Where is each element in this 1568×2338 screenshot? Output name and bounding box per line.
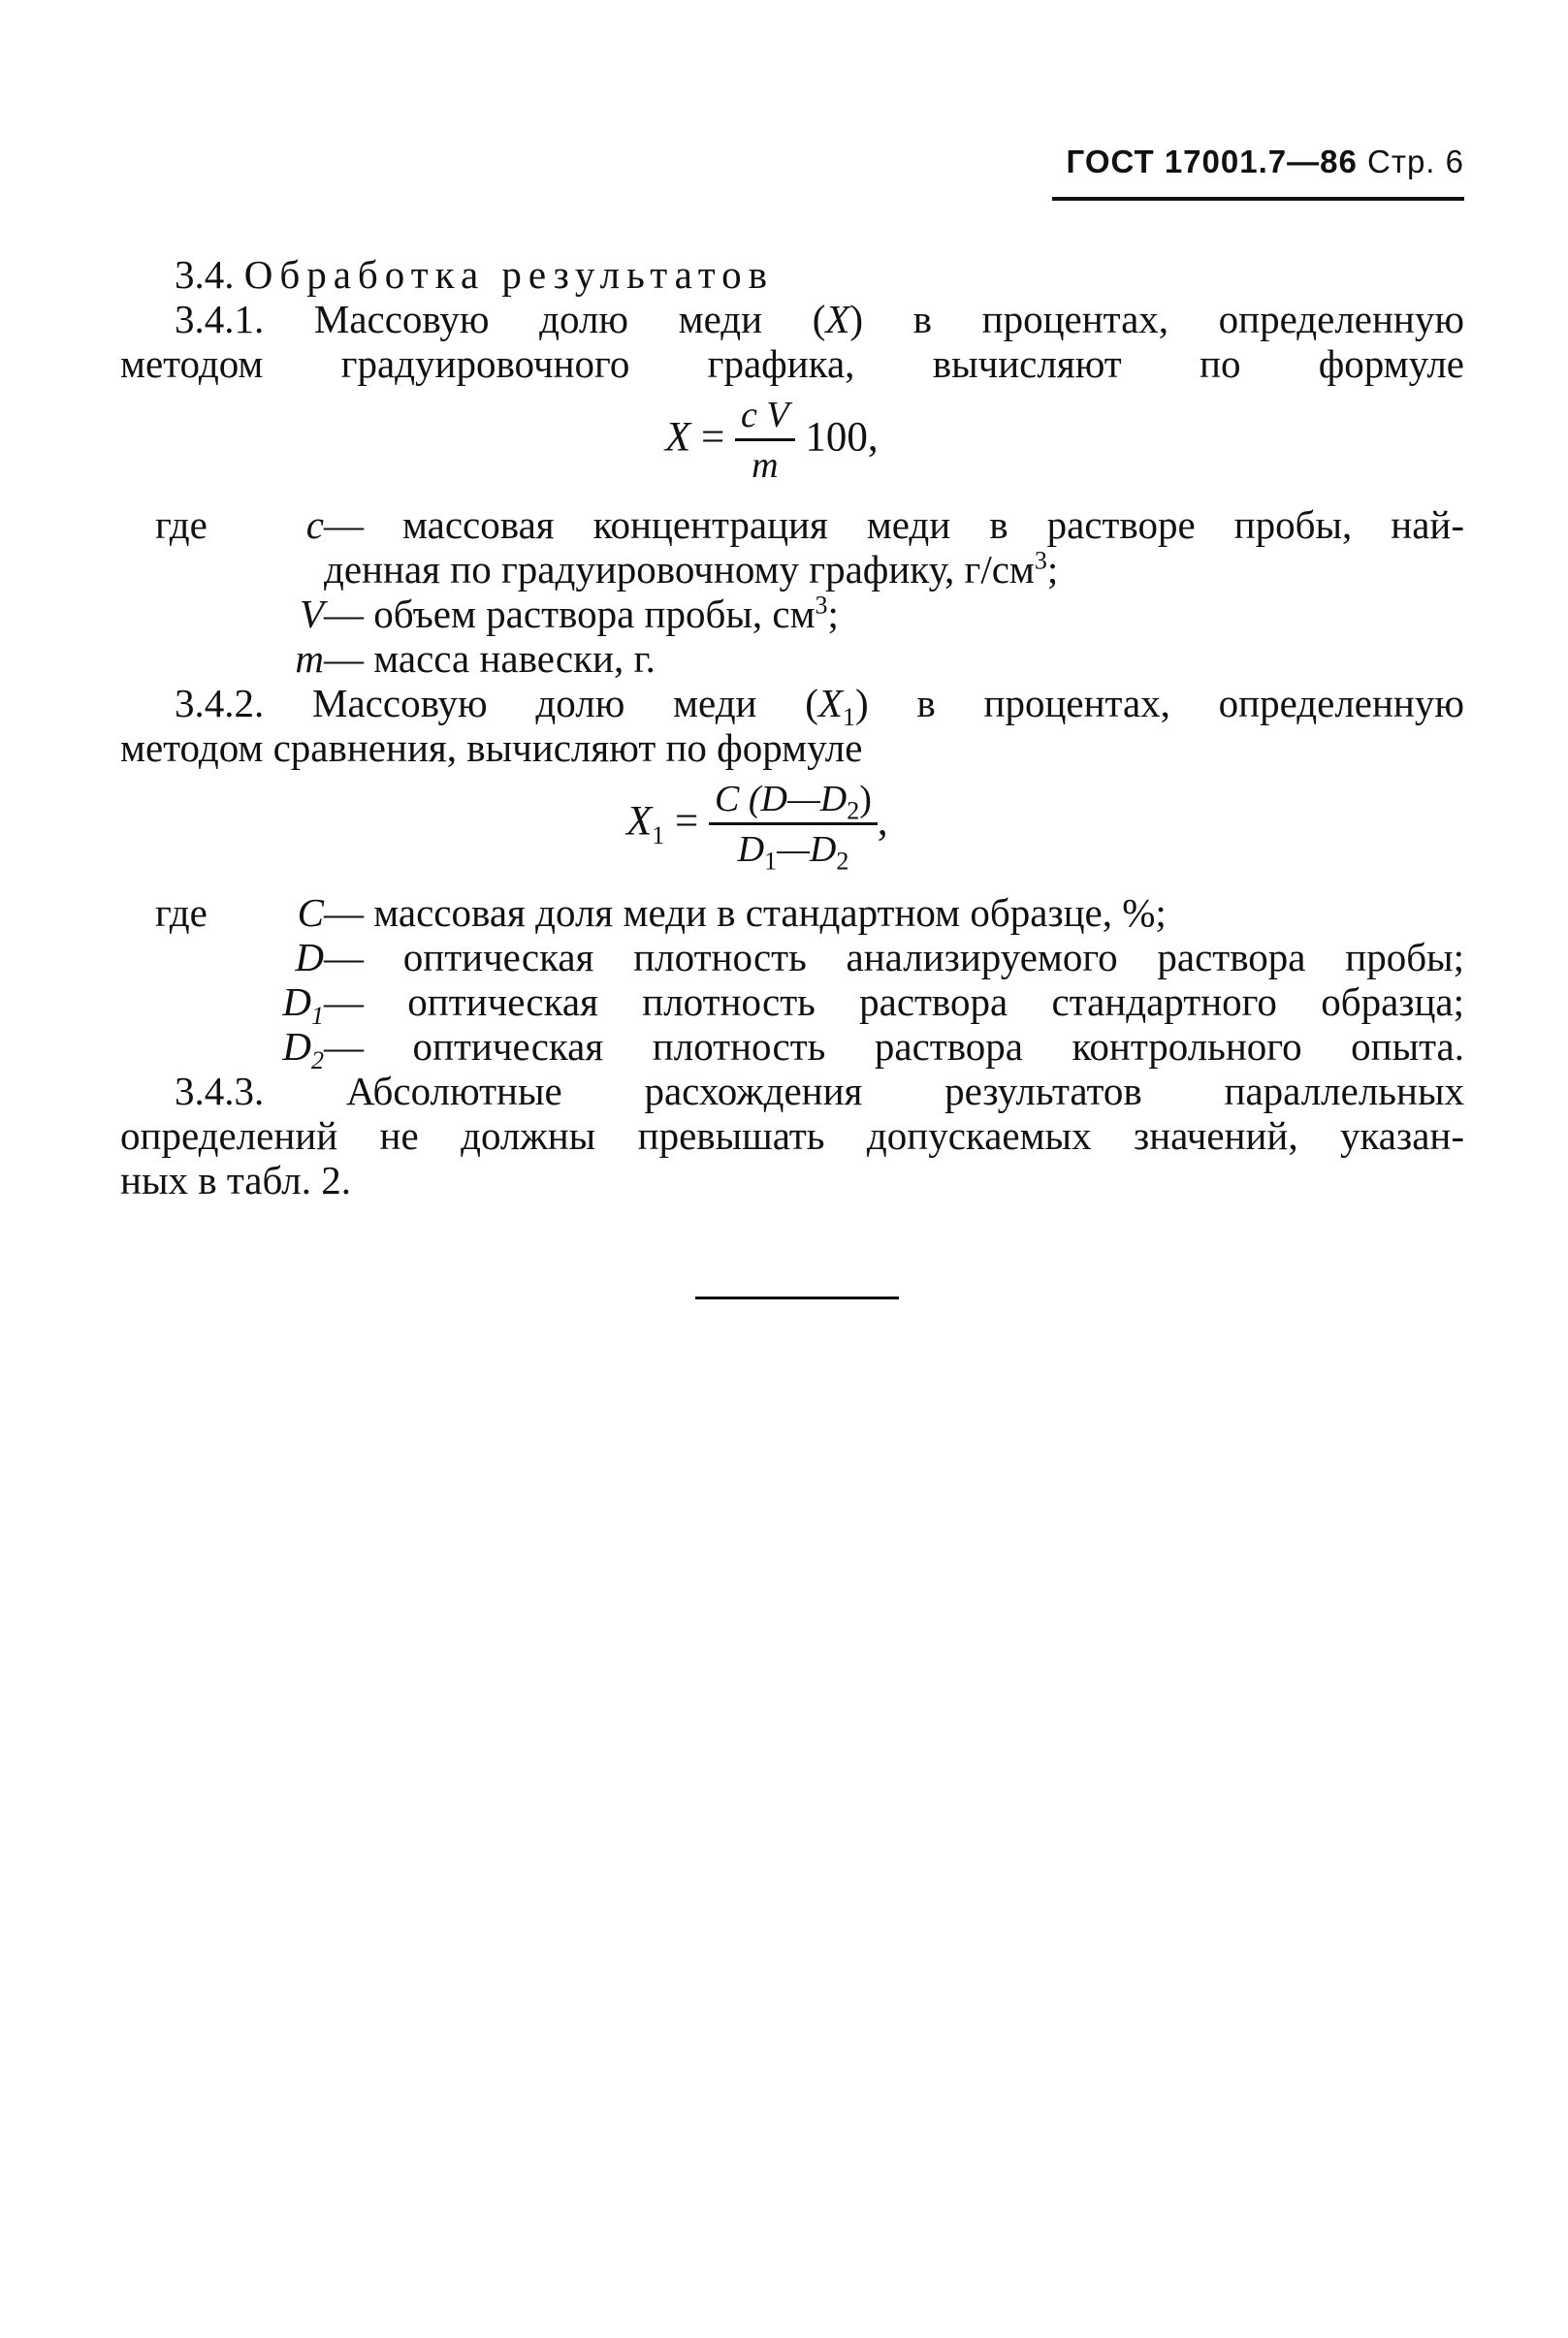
definition-c	[0, 502, 1568, 547]
page-number: Стр. 6	[1367, 144, 1464, 179]
formula-1-fraction	[735, 392, 795, 490]
definition-lead: где	[155, 890, 208, 935]
definition-c-continuation: денная по градуировочному графику, $г/см^3$;	[324, 546, 1059, 592]
paragraph-3-4-3-line-3: ных в табл. 2.	[120, 1158, 352, 1202]
header-text	[1067, 144, 1464, 180]
formula-2-fraction	[709, 776, 878, 874]
header-rule	[1052, 197, 1464, 201]
definition-lead: где	[155, 502, 208, 547]
section-heading	[175, 252, 774, 297]
definition-D	[0, 935, 1568, 979]
definition-text: — оптическая плотность раствора стандартного образца;	[324, 979, 1464, 1024]
formula-1-factor: 100,	[805, 414, 879, 461]
paragraph-3-4-3-line-1: 3.4.3. Абсолютные расхождения результатов параллельных	[175, 1069, 1464, 1113]
formula-2: $X_1$ = $\frac{C (D—D_2)}{D_1—D_2}$ ,	[626, 776, 888, 874]
paragraph-3-4-3-line-2: определений не должны превышать допускаемых значений, указан-	[120, 1113, 1464, 1158]
formula-2-denominator: $D_1—D_2$	[737, 829, 849, 876]
definition-symbol: V	[299, 592, 324, 636]
definition-symbol: m	[295, 636, 324, 681]
definition-m	[0, 636, 1568, 681]
section-title: Обработка результатов	[243, 252, 775, 297]
formula-1-lhs: X	[665, 414, 691, 461]
formula-1-numerator: c V	[735, 392, 795, 441]
definition-text: — массовая доля меди в стандартном образце, %;	[324, 890, 1167, 935]
definition-symbol: D	[295, 935, 324, 979]
paragraph-3-4-1-line-1: 3.4.1. Массовую долю меди (X) в процентах, определенную	[175, 297, 1465, 341]
definition-text: — объем раствора пробы, $см^3$;	[324, 591, 839, 636]
formula-2-numerator: C $(D—D_2)$	[709, 776, 878, 825]
formula-1: X = $\frac{\text{c V}}{m}$ 100,	[665, 392, 879, 490]
definition-text: — масса навески, г.	[324, 636, 656, 681]
definition-text: — оптическая плотность раствора контрольного опыта.	[324, 1024, 1464, 1069]
paragraph-3-4-2-line-2: методом сравнения, вычисляют по формуле	[120, 725, 863, 770]
standard-number: ГОСТ 17001.7—86	[1066, 144, 1358, 179]
definition-C	[0, 890, 1568, 935]
definition-v	[0, 592, 1568, 636]
section-number: 3.4.	[175, 252, 235, 297]
end-of-text-rule	[695, 1297, 899, 1299]
definition-symbol: $D_1$	[282, 979, 324, 1031]
definition-symbol: c	[305, 502, 324, 547]
definition-D2	[0, 1024, 1568, 1075]
definition-D1	[0, 979, 1568, 1031]
page-header	[1052, 144, 1464, 221]
paragraph-3-4-1-line-2: методом градуировочного графика, вычисляют по формуле	[120, 341, 1464, 386]
symbol-x: X	[825, 297, 850, 341]
definition-symbol: $D_2$	[282, 1024, 324, 1075]
formula-2-lhs: X	[626, 798, 653, 845]
formula-1-denominator: m	[752, 445, 779, 486]
paragraph-3-4-2-line-1: 3.4.2. Массовую долю меди $(X_1)$ в процентах, определенную	[175, 681, 1464, 732]
definition-symbol: C	[297, 890, 324, 935]
definition-text: — оптическая плотность анализируемого раствора пробы;	[324, 935, 1464, 979]
definition-text: — массовая концентрация меди в растворе пробы, най-	[324, 502, 1464, 547]
